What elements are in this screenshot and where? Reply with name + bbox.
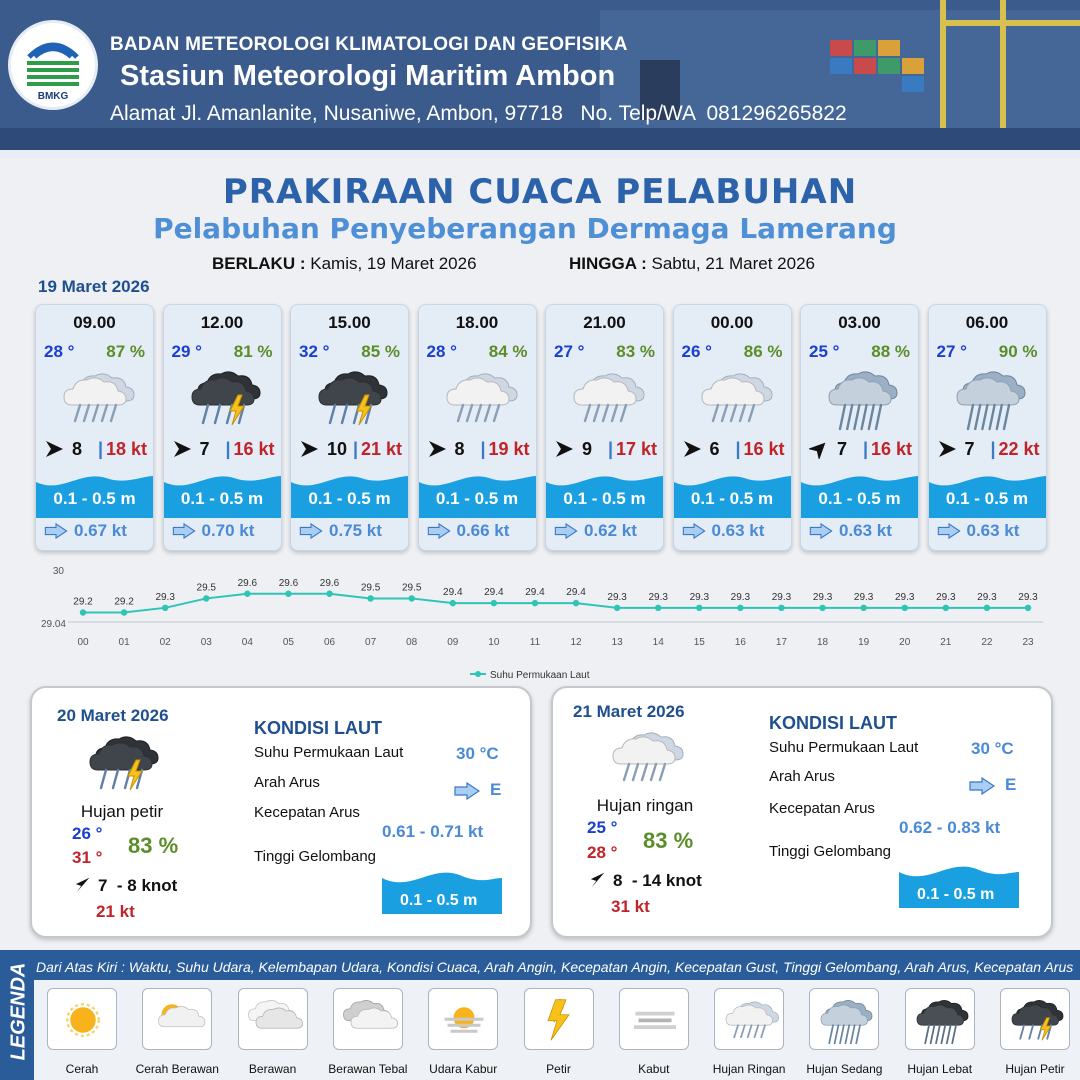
sst-data-point <box>819 605 825 611</box>
legend-item-thunderstorm-icon <box>1000 988 1070 1050</box>
legend-label-box <box>0 950 32 1080</box>
day2-thunderstorm-icon <box>82 728 162 798</box>
day3-current-arrow-icon <box>969 777 995 795</box>
card-humidity: 83 % <box>616 342 655 361</box>
legend-item-label: Cerah <box>65 1062 99 1076</box>
forecast-card <box>35 304 154 551</box>
valid-to <box>569 254 815 274</box>
sst-data-label: 29.5 <box>360 582 381 594</box>
sst-line-chart <box>30 565 1060 680</box>
day3-panel <box>551 686 1053 938</box>
sst-data-label: 29.3 <box>689 591 710 603</box>
card-wave-height: 0.1 - 0.5 m <box>308 489 391 508</box>
x-tick-label: 08 <box>406 637 418 648</box>
sst-data-label: 29.5 <box>401 582 422 594</box>
valid-from <box>212 254 477 274</box>
logo-text: BMKG <box>37 91 69 102</box>
legend-label: LEGENDA <box>7 962 30 1061</box>
card-current-speed: 0.63 kt <box>839 521 892 540</box>
card-separator: | <box>990 439 996 459</box>
sst-data-label: 29.3 <box>895 591 915 603</box>
sst-data-point <box>408 595 414 601</box>
page-subtitle: Pelabuhan Penyeberangan Dermaga Lamerang <box>153 212 897 245</box>
card-wind-speed: 9 <box>582 439 593 459</box>
moderate-rain-icon <box>949 363 1029 433</box>
cloudy-icon <box>244 992 304 1048</box>
x-tick-label: 06 <box>323 637 336 648</box>
sst-data-point <box>162 605 168 611</box>
card-humidity: 86 % <box>743 342 783 361</box>
x-tick-label: 19 <box>858 637 870 648</box>
card-wind-speed: 8 <box>454 439 465 459</box>
day3-sea-heading: KONDISI LAUT <box>769 713 897 733</box>
card-gust: 22 kt <box>998 439 1040 459</box>
sst-data-label: 29.3 <box>155 591 175 603</box>
day3-date: 21 Maret 2026 <box>573 702 685 721</box>
card-time: 06.00 <box>965 313 1009 332</box>
current-direction-arrow-icon <box>554 523 578 539</box>
legend-item-cloudy-icon <box>238 988 308 1050</box>
card-gust: 16 kt <box>233 439 275 459</box>
day2-current-speed: 0.61 - 0.71 kt <box>382 822 484 841</box>
current-direction-arrow-icon <box>172 523 196 539</box>
forecast-card <box>545 304 664 551</box>
lightning-icon <box>530 992 590 1048</box>
sst-data-point <box>902 605 908 611</box>
x-tick-label: 17 <box>775 637 788 648</box>
legend-item-label: Udara Kabur <box>429 1062 498 1076</box>
day2-temp-max: 31 ° <box>72 848 103 867</box>
card-wave-height: 0.1 - 0.5 m <box>180 489 264 508</box>
card-humidity: 85 % <box>361 342 400 361</box>
card-separator: | <box>608 439 614 459</box>
wind-direction-arrow-icon <box>554 439 574 459</box>
legend-item-label: Hujan Sedang <box>806 1062 883 1076</box>
card-wind-speed: 10 <box>327 439 348 459</box>
card-time: 00.00 <box>710 313 754 332</box>
card-time: 15.00 <box>328 313 371 332</box>
sst-data-point <box>655 605 661 611</box>
station-name: Stasiun Meteorologi Maritim Ambon <box>120 60 616 92</box>
day3-humidity: 83 % <box>643 828 694 853</box>
day2-date: 20 Maret 2026 <box>57 706 169 725</box>
day3-temp-max: 28 ° <box>587 843 618 862</box>
sst-data-point <box>203 595 209 601</box>
sst-data-label: 29.3 <box>977 591 997 603</box>
day3-temp-min: 25 ° <box>587 818 618 837</box>
legend-description: Dari Atas Kiri : Waktu, Suhu Udara, Kelembapan Udara, Kondisi Cuaca, Arah Angin, Kecepatan Angin, Kecepatan Gust, Tinggi Gelombang, Arah Arus, Kecepatan Arus <box>36 959 1074 975</box>
card-current-speed: 0.75 kt <box>329 521 382 540</box>
light-rain-icon <box>694 363 774 433</box>
x-tick-label: 07 <box>365 637 377 648</box>
light-rain-icon <box>56 363 136 433</box>
header-banner <box>0 0 1080 158</box>
sst-data-point <box>984 605 990 611</box>
current-direction-arrow-icon <box>44 523 68 539</box>
sst-data-label: 29.3 <box>936 591 956 603</box>
sst-data-point <box>491 600 497 606</box>
card-wind-speed: 7 <box>837 439 848 459</box>
sst-data-point <box>860 605 866 611</box>
sst-data-point <box>326 591 332 597</box>
card-separator: | <box>863 439 869 459</box>
card-gust: 18 kt <box>105 439 147 459</box>
x-tick-label: 05 <box>282 637 294 648</box>
sst-data-label: 29.3 <box>730 591 751 603</box>
x-tick-label: 12 <box>570 637 582 648</box>
x-tick-label: 09 <box>447 637 459 648</box>
sst-data-point <box>573 600 579 606</box>
card-wave-height: 0.1 - 0.5 m <box>563 489 646 508</box>
legend-item-label: Hujan Ringan <box>712 1062 786 1076</box>
day2-current-arrow-icon <box>454 782 480 800</box>
day3-current-dir: E <box>1005 775 1017 794</box>
current-direction-arrow-icon <box>937 523 961 539</box>
light-rain-icon <box>566 363 646 433</box>
card-temperature: 32 ° <box>299 342 330 361</box>
heavy-rain-icon <box>911 992 971 1048</box>
card-wave-height: 0.1 - 0.5 m <box>53 489 136 508</box>
valid-to-label: HINGGA : <box>569 254 647 273</box>
x-tick-label: 13 <box>611 637 623 648</box>
card-temperature: 28 ° <box>44 342 75 361</box>
thunderstorm-icon <box>311 363 391 433</box>
day2-wind-arrow-icon <box>74 876 92 894</box>
day3-current-speed-label: Kecepatan Arus <box>769 800 875 817</box>
card-time: 03.00 <box>838 313 881 332</box>
forecast-card <box>290 304 409 551</box>
day3-condition: Hujan ringan <box>596 796 694 815</box>
card-separator: | <box>480 439 486 459</box>
x-tick-label: 02 <box>159 637 171 648</box>
sun-cloud-icon <box>148 992 208 1048</box>
card-current-speed: 0.66 kt <box>456 521 510 540</box>
valid-from-label: BERLAKU : <box>212 254 306 273</box>
day3-current-dir-label: Arah Arus <box>769 768 835 785</box>
sst-data-point <box>614 605 620 611</box>
station-address: Alamat Jl. Amanlanite, Nusaniwe, Ambon, 97718 No. Telp/WA 081296265822 <box>110 102 847 125</box>
card-wave-height: 0.1 - 0.5 m <box>690 489 774 508</box>
x-tick-label: 10 <box>488 637 500 648</box>
sst-data-label: 29.4 <box>443 587 463 599</box>
sst-data-point <box>532 600 538 606</box>
current-direction-arrow-icon <box>299 523 323 539</box>
sst-data-label: 29.3 <box>1018 591 1038 603</box>
card-temperature: 29 ° <box>171 342 202 361</box>
legend-item-lightning-icon <box>524 988 594 1050</box>
card-time: 18.00 <box>455 313 499 332</box>
card-current-speed: 0.62 kt <box>584 521 637 540</box>
agency-name: BADAN METEOROLOGI KLIMATOLOGI DAN GEOFISIKA <box>110 34 628 55</box>
sst-data-label: 29.4 <box>566 587 586 599</box>
moderate-rain-icon <box>815 992 875 1048</box>
card-wave-height: 0.1 - 0.5 m <box>945 489 1029 508</box>
legend-item-overcast-icon <box>333 988 403 1050</box>
card-separator: | <box>225 439 231 459</box>
wind-direction-arrow-icon <box>299 439 319 459</box>
current-direction-arrow-icon <box>809 523 833 539</box>
card-temperature: 25 ° <box>809 342 840 361</box>
card-humidity: 87 % <box>106 342 145 361</box>
day2-sst-label: Suhu Permukaan Laut <box>254 744 404 761</box>
sun-icon <box>53 992 113 1048</box>
overcast-icon <box>339 992 399 1048</box>
card-current-speed: 0.70 kt <box>201 521 255 540</box>
sst-data-point <box>737 605 743 611</box>
card-gust: 19 kt <box>488 439 530 459</box>
day2-current-dir: E <box>490 780 502 799</box>
forecast-card <box>928 304 1047 551</box>
day3-current-speed: 0.62 - 0.83 kt <box>899 818 1001 837</box>
x-tick-label: 15 <box>693 637 705 648</box>
day2-condition: Hujan petir <box>80 802 164 821</box>
card-temperature: 26 ° <box>681 342 712 361</box>
card-humidity: 84 % <box>488 342 528 361</box>
wind-direction-arrow-icon <box>937 439 957 459</box>
card-current-speed: 0.67 kt <box>74 521 127 540</box>
legend-item-label: Kabut <box>638 1062 670 1076</box>
current-direction-arrow-icon <box>682 523 706 539</box>
legend-item-label: Cerah Berawan <box>135 1062 219 1076</box>
x-tick-label: 23 <box>1022 637 1034 648</box>
day2-temp-min: 26 ° <box>72 824 103 843</box>
x-tick-label: 20 <box>899 637 911 648</box>
card-wind-speed: 7 <box>964 439 975 459</box>
legend-item-label: Hujan Lebat <box>907 1062 973 1076</box>
sst-data-label: 29.4 <box>525 587 545 599</box>
day3-sst-label: Suhu Permukaan Laut <box>769 739 919 756</box>
y-tick-label: 29.04 <box>40 619 66 630</box>
sst-data-point <box>1025 605 1031 611</box>
legend-item-moderate-rain-icon <box>809 988 879 1050</box>
sst-data-label: 29.3 <box>607 591 627 603</box>
card-humidity: 88 % <box>871 342 910 361</box>
card-current-speed: 0.63 kt <box>966 521 1020 540</box>
card-temperature: 28 ° <box>426 342 457 361</box>
chart-legend-label: Suhu Permukaan Laut <box>490 670 590 680</box>
card-wave-height: 0.1 - 0.5 m <box>435 489 519 508</box>
wind-direction-arrow-icon <box>682 439 702 459</box>
x-tick-label: 03 <box>200 637 212 648</box>
legend-item-sun-cloud-icon <box>142 988 212 1050</box>
forecast-card <box>673 304 792 551</box>
card-wind-speed: 8 <box>72 439 83 459</box>
sst-data-point <box>367 595 373 601</box>
fog-icon <box>625 992 685 1048</box>
day3-wave-label: Tinggi Gelombang <box>769 843 892 860</box>
day2-wave-value: 0.1 - 0.5 m <box>400 892 478 909</box>
day2-gust: 21 kt <box>96 902 135 921</box>
legend-item-label: Berawan Tebal <box>328 1062 408 1076</box>
day3-light-rain-icon <box>605 722 685 792</box>
forecast-card <box>163 304 282 551</box>
day2-wind-speed: 7 - 8 knot <box>98 876 178 895</box>
card-gust: 17 kt <box>615 439 657 459</box>
light-rain-icon <box>439 363 519 433</box>
legend-item-light-rain-icon <box>714 988 784 1050</box>
thunderstorm-icon <box>184 363 264 433</box>
day3-wave-value: 0.1 - 0.5 m <box>917 886 995 903</box>
legend-item-label: Berawan <box>248 1062 297 1076</box>
x-tick-label: 16 <box>734 637 746 648</box>
day3-wind-speed: 8 - 14 knot <box>613 871 702 890</box>
current-direction-arrow-icon <box>427 523 451 539</box>
card-current-speed: 0.63 kt <box>711 521 765 540</box>
card-humidity: 90 % <box>998 342 1038 361</box>
day2-panel <box>30 686 532 938</box>
card-gust: 16 kt <box>743 439 785 459</box>
sst-data-label: 29.6 <box>237 577 258 589</box>
card-wind-speed: 7 <box>199 439 210 459</box>
day1-date: 19 Maret 2026 <box>38 277 150 296</box>
x-tick-label: 00 <box>77 637 89 648</box>
page-title: PRAKIRAAN CUACA PELABUHAN <box>222 172 858 212</box>
sst-data-point <box>778 605 784 611</box>
sst-data-label: 29.3 <box>648 591 668 603</box>
card-wave-height: 0.1 - 0.5 m <box>818 489 901 508</box>
card-gust: 16 kt <box>870 439 912 459</box>
x-tick-label: 18 <box>817 637 829 648</box>
card-time: 21.00 <box>583 313 626 332</box>
forecast-card <box>800 304 919 551</box>
thunderstorm-icon <box>1006 992 1066 1048</box>
day3-wind-arrow-icon <box>589 871 607 889</box>
bmkg-logo <box>8 20 98 110</box>
sst-data-point <box>244 591 250 597</box>
card-temperature: 27 ° <box>554 342 585 361</box>
valid-from-value: Kamis, 19 Maret 2026 <box>310 254 477 273</box>
day2-humidity: 83 % <box>128 833 179 858</box>
day2-sst-value: 30 °C <box>456 744 499 763</box>
x-tick-label: 04 <box>241 637 253 648</box>
day2-current-speed-label: Kecepatan Arus <box>254 804 360 821</box>
sst-data-label: 29.6 <box>278 577 299 589</box>
sst-data-label: 29.2 <box>114 596 134 608</box>
wind-direction-arrow-icon <box>427 439 447 459</box>
legend-item-label: Hujan Petir <box>1005 1062 1065 1076</box>
y-tick-label: 30 <box>52 566 64 577</box>
day3-sst-value: 30 °C <box>971 739 1014 758</box>
wind-direction-arrow-icon <box>809 439 829 459</box>
sst-data-label: 29.6 <box>319 577 340 589</box>
sst-data-point <box>943 605 949 611</box>
day2-sea-heading: KONDISI LAUT <box>254 718 382 738</box>
sst-data-point <box>80 609 86 615</box>
legend-item-label: Petir <box>546 1062 571 1076</box>
sst-data-label: 29.3 <box>771 591 792 603</box>
sst-data-point <box>121 609 127 615</box>
sst-data-label: 29.2 <box>73 596 93 608</box>
card-humidity: 81 % <box>233 342 273 361</box>
sst-data-label: 29.5 <box>196 582 216 594</box>
card-temperature: 27 ° <box>936 342 967 361</box>
moderate-rain-icon <box>821 363 901 433</box>
legend-bar <box>0 950 1080 1080</box>
x-tick-label: 11 <box>529 637 541 648</box>
legend-item-haze-icon <box>428 988 498 1050</box>
card-wind-speed: 6 <box>709 439 720 459</box>
wind-direction-arrow-icon <box>44 439 64 459</box>
sst-data-label: 29.4 <box>484 587 504 599</box>
day2-current-dir-label: Arah Arus <box>254 774 320 791</box>
legend-dot-swatch <box>475 671 481 677</box>
x-tick-label: 14 <box>652 637 664 648</box>
card-separator: | <box>353 439 359 459</box>
legend-item-heavy-rain-icon <box>905 988 975 1050</box>
sst-data-point <box>696 605 702 611</box>
light-rain-icon <box>720 992 780 1048</box>
haze-icon <box>434 992 494 1048</box>
x-tick-label: 21 <box>940 637 952 648</box>
card-time: 09.00 <box>73 313 116 332</box>
day3-gust: 31 kt <box>611 897 650 916</box>
legend-icons <box>34 980 1080 1080</box>
valid-to-value: Sabtu, 21 Maret 2026 <box>651 254 816 273</box>
sst-data-label: 29.3 <box>812 591 833 603</box>
card-separator: | <box>98 439 104 459</box>
legend-item-sun-icon <box>47 988 117 1050</box>
card-separator: | <box>735 439 741 459</box>
sst-data-point <box>285 591 291 597</box>
forecast-card <box>418 304 537 551</box>
day2-wave-label: Tinggi Gelombang <box>254 848 377 865</box>
wind-direction-arrow-icon <box>172 439 192 459</box>
card-time: 12.00 <box>200 313 244 332</box>
sst-data-point <box>450 600 456 606</box>
card-gust: 21 kt <box>360 439 402 459</box>
sst-data-label: 29.3 <box>853 591 874 603</box>
x-tick-label: 22 <box>981 637 993 648</box>
x-tick-label: 01 <box>118 637 130 648</box>
legend-item-fog-icon <box>619 988 689 1050</box>
